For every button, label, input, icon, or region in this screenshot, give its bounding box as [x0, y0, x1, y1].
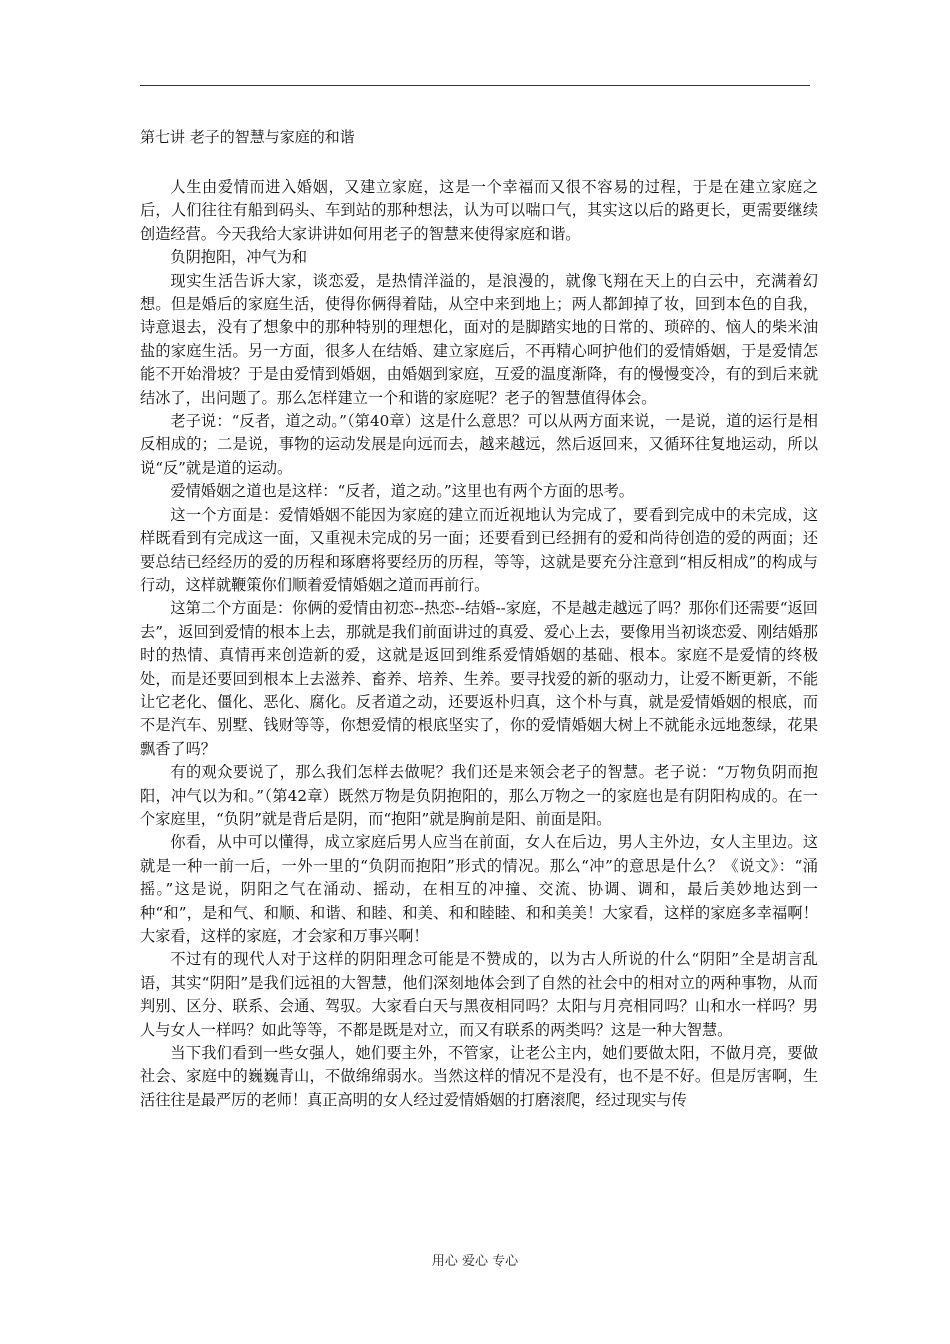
- section-heading: 负阴抱阳，冲气为和: [170, 248, 308, 267]
- lecture-title: 第七讲 老子的智慧与家庭的和谐: [140, 128, 355, 146]
- paragraph: 这一个方面是：爱情婚姻不能因为家庭的建立而近视地认为完成了，要看到完成中的未完成，这样既看到有完成这一面，又重视未完成的另一面；还要看到已经拥有的爱和尚待创造的爱的两面；还要总结已经经历的爱的历程和琢磨将要经历的历程，等等，这就是要充分注意到“相反相成”的构成与行动，这样就鞭策你们顺着爱情婚姻之道而再前行。: [140, 505, 818, 594]
- paragraph: 不过有的现代人对于这样的阴阳理念可能是不赞成的，以为古人所说的什么“阴阳”全是胡言乱语，其实“阴阳”是我们远祖的大智慧，他们深刻地体会到了自然的社会中的相对立的两种事物，从而判别、区分、联系、会通、驾驭。大家看白天与黑夜相同吗？太阳与月亮相同吗？山和水一样吗？男人与女人一样吗？如此等等，不都是既是对立，而又有联系的两类吗？这是一种大智慧。: [140, 950, 818, 1039]
- paragraph: 当下我们看到一些女强人，她们要主外，不管家，让老公主内，她们要做太阳，不做月亮，要做社会、家庭中的巍巍青山，不做绵绵弱水。当然这样的情况不是没有，也不是不好。但是厉害啊，生活往往是最严厉的老师！真正高明的女人经过爱情婚姻的打磨滚爬，经过现实与传: [140, 1044, 818, 1109]
- paragraph: 现实生活告诉大家，谈恋爱，是热情洋溢的，是浪漫的，就像飞翔在天上的白云中，充满着幻想。但是婚后的家庭生活，使得你俩得着陆，从空中来到地上；两人都卸掉了妆，回到本色的自我，诗意退去，没有了想象中的那种特别的理想化，面对的是脚踏实地的日常的、琐碎的、恼人的柴米油盐的家庭生活。另一方面，很多人在结婚、建立家庭后，不再精心呵护他们的爱情婚姻，于是爱情怎能不开始滑坡？于是由爱情到婚姻，由婚姻到家庭，互爱的温度渐降，有的慢慢变冷，有的到后来就结冰了，出问题了。那么怎样建立一个和谐的家庭呢？老子的智慧值得体会。: [140, 271, 818, 407]
- paragraph: 你看，从中可以懂得，成立家庭后男人应当在前面，女人在后边，男人主外边，女人主里边。这就是一种一前一后，一外一里的“负阴而抱阳”形式的情况。那么“冲”的意思是什么？《说文》：“涌摇。”这是说，阴阳之气在涌动、摇动，在相互的冲撞、交流、协调、调和，最后美妙地达到一种“和”，是和气、和顺、和谐、和睦、和美、和和睦睦、和和美美！大家看，这样的家庭多幸福啊！大家看，这样的家庭，才会家和万事兴啊！: [140, 833, 818, 945]
- header-rule: [140, 85, 810, 86]
- paragraph: 老子说：“反者，道之动。”（第40章）这是什么意思？可以从两方面来说，一是说，道的运行是相反相成的；二是说，事物的运动发展是向远而去，越来越远，然后返回来，又循环往复地运动，所以说“反”就是道的运动。: [140, 412, 818, 477]
- paragraph: 人生由爱情而进入婚姻，又建立家庭，这是一个幸福而又很不容易的过程，于是在建立家庭之后，人们往往有船到码头、车到站的那种想法，认为可以喘口气，其实这以后的路更长，更需要继续创造经营。今天我给大家讲讲如何用老子的智慧来使得家庭和谐。: [140, 178, 818, 243]
- paragraph: 爱情婚姻之道也是这样：“反者，道之动。”这里也有两个方面的思考。: [170, 482, 634, 501]
- document-body: [140, 176, 818, 1112]
- paragraph: 有的观众要说了，那么我们怎样去做呢？我们还是来领会老子的智慧。老子说：“万物负阴而抱阳，冲气以为和。”（第42章）既然万物是负阴抱阳的，那么万物之一的家庭也是有阴阳构成的。在一个家庭里，“负阴”就是背后是阴，而“抱阳”就是胸前是阳、前面是阳。: [140, 763, 818, 828]
- paragraph: 这第二个方面是：你俩的爱情由初恋--热恋--结婚--家庭，不是越走越远了吗？那你们还需要“返回去”，返回到爱情的根本上去，那就是我们前面讲过的真爱、爱心上去，要像用当初谈恋爱、刚结婚那时的热情、真情再来创造新的爱，这就是返回到维系爱情婚姻的基础、根本。家庭不是爱情的终极处，而是还要回到根本上去滋养、畜养、培养、生养。要寻找爱的新的驱动力，让爱不断更新，不能让它老化、僵化、恶化、腐化。反者道之动，还要返朴归真，这个朴与真，就是爱情婚姻的根底，而不是汽车、别墅、钱财等等，你想爱情的根底坚实了，你的爱情婚姻大树上不就能永远地葱绿，花果飘香了吗？: [140, 599, 818, 758]
- page-footer: 用心 爱心 专心: [431, 1254, 519, 1269]
